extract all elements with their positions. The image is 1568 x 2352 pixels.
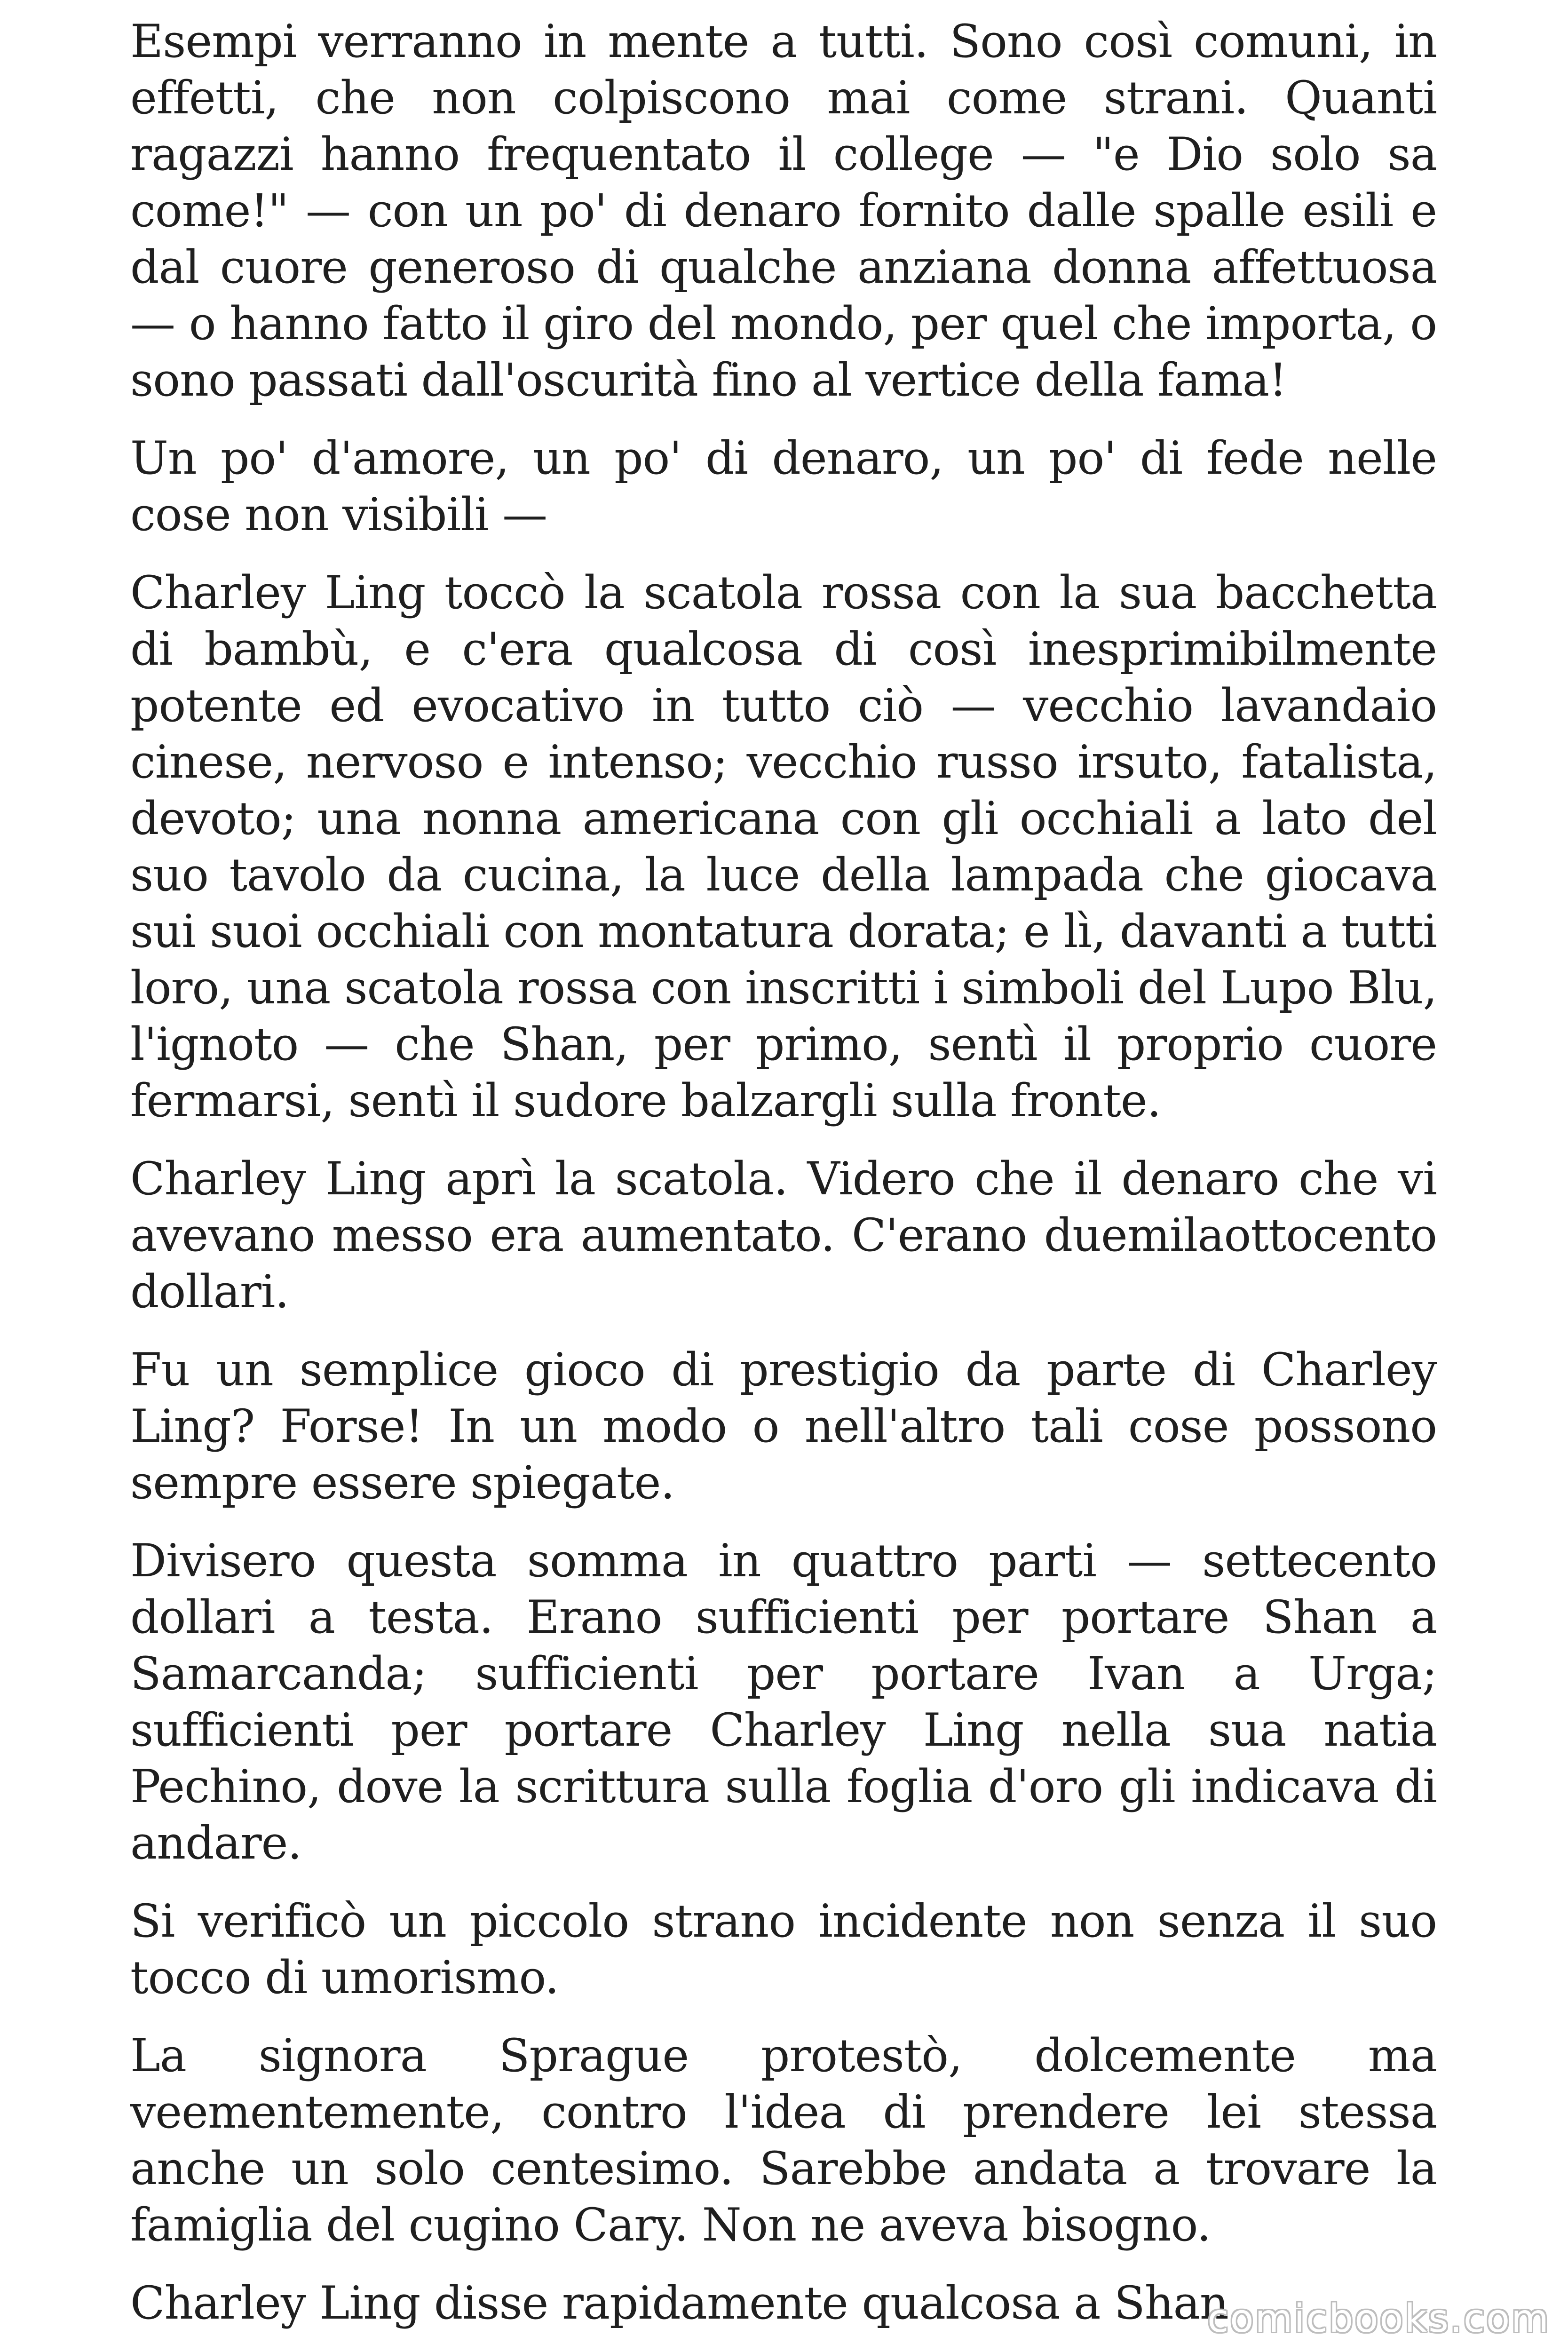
watermark: comicbooks.com xyxy=(1207,2296,1550,2341)
paragraph: La signora Sprague protestò, dolcemente ma veementemente, contro l'idea di prendere lei stessa anche un solo centesimo. Sarebbe andata a trovare la famiglia del cugino Cary. Non ne aveva bisogno. xyxy=(130,2029,1437,2251)
document-body xyxy=(130,13,1437,2331)
paragraph: Charley Ling toccò la scatola rossa con la sua bacchetta di bambù, e c'era qualcosa di così inesprimibilmente potente ed evocativo in tutto ciò — vecchio lavandaio cinese, nervoso e intenso; vecchio russo irsuto, fatalista, devoto; una nonna americana con gli occhiali a lato del suo tavolo da cucina, la luce della lampada che giocava sui suoi occhiali con montatura dorata; e lì, davanti a tutti loro, una scatola rossa con inscritti i simboli del Lupo Blu, l'ignoto — che Shan, per primo, sentì il proprio cuore fermarsi, sentì il sudore balzargli sulla fronte. xyxy=(130,566,1437,1127)
paragraph: Charley Ling aprì la scatola. Videro che il denaro che vi avevano messo era aumentato. C'erano duemilaottocento dollari. xyxy=(130,1152,1437,1318)
paragraph: Si verificò un piccolo strano incidente non senza il suo tocco di umorismo. xyxy=(130,1895,1437,2004)
paragraph: Esempi verranno in mente a tutti. Sono così comuni, in effetti, che non colpiscono mai come strani. Quanti ragazzi hanno frequentato il college — "e Dio solo sa come!" — con un po' di denaro fornito dalle spalle esili e dal cuore generoso di qualche anziana donna affettuosa — o hanno fatto il giro del mondo, per quel che importa, o sono passati dall'oscurità fino al vertice della fama! xyxy=(130,15,1437,406)
paragraph: Fu un semplice gioco di prestigio da parte di Charley Ling? Forse! In un modo o nell'altro tali cose possono sempre essere spiegate. xyxy=(130,1343,1437,1509)
paragraph: Un po' d'amore, un po' di denaro, un po' di fede nelle cose non visibili — xyxy=(130,432,1437,541)
paragraph: Charley Ling disse rapidamente qualcosa a Shan. xyxy=(130,2277,1243,2329)
paragraph: Divisero questa somma in quattro parti — settecento dollari a testa. Erano sufficienti per portare Shan a Samarcanda; sufficienti per portare Ivan a Urga; sufficienti per portare Charley Ling nella sua natia Pechino, dove la scrittura sulla foglia d'oro gli indicava di andare. xyxy=(130,1534,1437,1869)
